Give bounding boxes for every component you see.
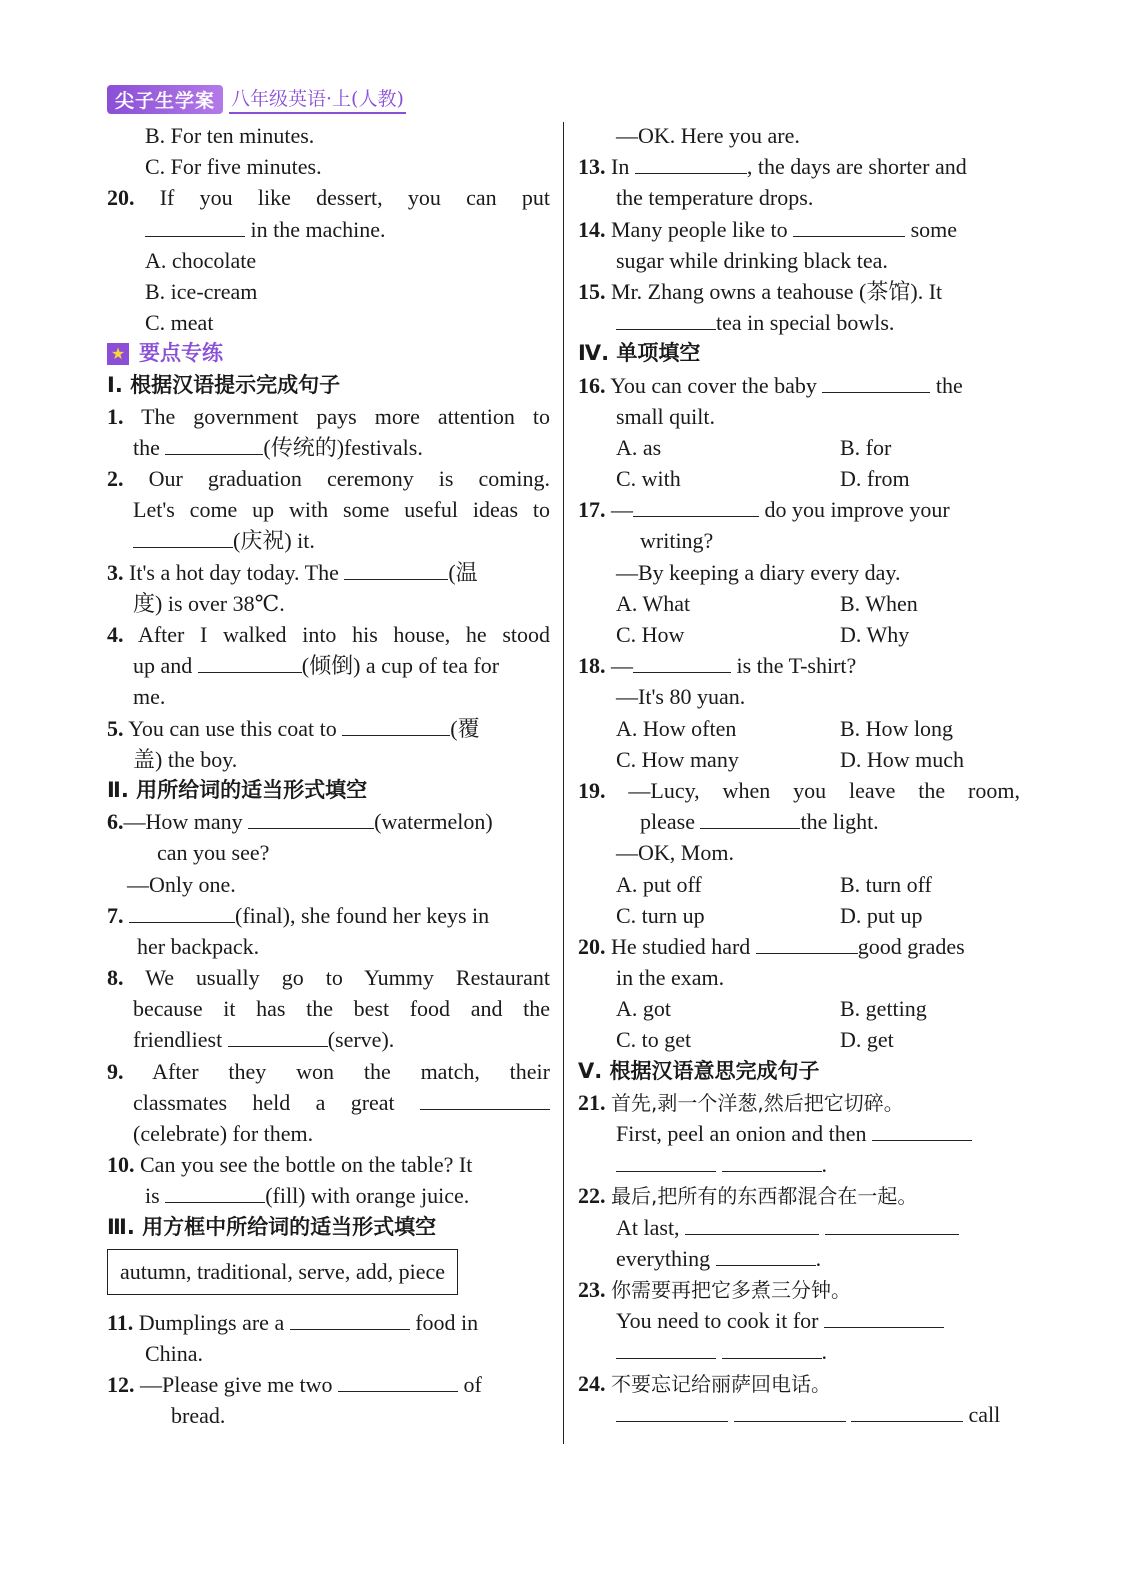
answer-blank[interactable] [793,216,905,237]
question-text: —Please give me two [140,1372,333,1398]
question-3-line [107,557,550,588]
option-row [578,993,1020,1024]
option-c[interactable]: C. turn up [616,902,705,928]
brand-logo: 尖子生学案 [107,85,223,114]
question-text: At last, [616,1214,680,1240]
section-tag [107,338,550,369]
question-10-line [107,1149,550,1180]
question-21-line [578,1087,1020,1118]
question-10-line [107,1180,550,1211]
question-8-line [107,1024,550,1055]
answer-blank[interactable] [228,1026,328,1047]
question-text: because it has the best food and the [133,996,550,1022]
question-22-line [578,1212,1020,1243]
question-5-line [107,713,550,744]
question-text: call [968,1401,1001,1427]
option: B. For ten minutes. [145,123,315,148]
question-1-line [107,401,550,432]
question-number: 13. [578,154,606,180]
question-19-line [578,806,1020,837]
question-4-line [107,650,550,681]
question-12-line: bread. [171,1403,226,1429]
question-text: (watermelon) [374,809,493,835]
answer-blank[interactable] [198,652,302,673]
question-2-line [107,494,550,525]
question-20-line [107,214,550,245]
question-text: (温 [448,559,478,585]
star-icon: ★ [107,343,129,365]
answer-blank[interactable] [722,1338,822,1359]
answer-blank[interactable] [685,1214,819,1235]
option-d[interactable]: D. How much [840,746,965,772]
question-number: 16. [578,372,606,398]
question-text: —Lucy, when you leave the room, [628,777,1020,803]
question-text: in the machine. [250,216,386,242]
question-text: up and [133,653,193,679]
answer-blank[interactable] [722,1151,822,1172]
question-8-line [107,962,550,993]
option-row [578,588,1020,619]
question-9-line [107,1087,550,1118]
question-number: 22. [578,1183,606,1209]
question-number: 4. [107,622,124,647]
question-text: 首先,剥一个洋葱,然后把它切碎。 [611,1090,904,1115]
answer-blank[interactable] [825,1214,959,1235]
question-2-line [107,525,550,556]
question-text: Mr. Zhang owns a teahouse (茶馆). It [611,278,943,304]
question-16-line: small quilt. [616,403,715,429]
question-text: In [611,154,630,180]
question-number: 15. [578,278,606,304]
question-number: 19. [578,777,606,803]
answer-blank[interactable] [635,153,747,174]
question-text: the [935,372,963,398]
question-18-line: —It's 80 yuan. [616,684,746,710]
question-text: You can cover the baby [610,372,817,398]
question-18-line [578,650,1020,681]
question-text: please [640,809,695,835]
question-text: do you improve your [764,497,950,523]
question-text: is the T-shirt? [736,653,857,679]
question-22-line [578,1180,1020,1211]
option-b[interactable]: B. When [840,590,918,616]
question-text: Many people like to [611,216,788,242]
question-number: 20. [107,185,135,211]
question-text: 最后,把所有的东西都混合在一起。 [611,1184,918,1209]
answer-blank[interactable] [290,1309,410,1330]
question-13-line: the temperature drops. [616,185,814,211]
answer-blank[interactable] [133,527,233,548]
question-text: Dumplings are a [138,1309,285,1335]
question-text: You can use this coat to [128,715,337,741]
question-text: (final), she found her keys in [235,902,490,928]
page-header [107,84,406,114]
question-text: You need to cook it for [616,1308,819,1334]
dash: — [611,497,633,523]
option-a[interactable]: A. What [616,590,691,616]
answer-blank[interactable] [700,808,800,829]
question-text: of [463,1372,482,1398]
section-heading: Ⅲ. 用方框中所给词的适当形式填空 [107,1214,437,1239]
answer-blank[interactable] [129,902,235,923]
question-number: 8. [107,965,124,991]
question-text: classmates held a great [133,1089,395,1115]
answer-blank[interactable] [420,1089,550,1110]
question-15-line [578,276,1020,307]
question-number: 21. [578,1089,606,1115]
option-row [578,869,1020,900]
answer-blank[interactable] [756,933,858,954]
question-text: good grades [857,933,965,959]
option-b[interactable]: B. How long [840,715,954,741]
option-d[interactable]: D. put up [840,902,923,928]
answer-blank[interactable] [824,1307,944,1328]
question-number: 2. [107,466,124,492]
answer-blank[interactable] [338,1371,458,1392]
option-row [578,432,1020,463]
section-heading: Ⅰ. 根据汉语提示完成句子 [107,372,341,397]
question-5-line: 盖) the boy. [133,746,238,772]
question-text: We usually go to Yummy Restaurant [145,965,550,991]
answer-blank[interactable] [165,434,263,455]
question-number: 9. [107,1058,124,1084]
question-text: Let's come up with some useful ideas to [133,497,550,523]
option-c[interactable]: C. How [616,622,685,647]
question-text: the [133,434,160,460]
word-box: autumn, traditional, serve, add, piece [107,1249,458,1295]
answer-blank[interactable] [616,309,716,330]
question-23-line [578,1274,1020,1305]
question-24-line [578,1368,1020,1399]
answer-blank[interactable] [822,372,930,393]
option: C. meat [145,310,214,336]
question-14-line: sugar while drinking black tea. [616,247,888,273]
answer-blank[interactable] [248,808,374,829]
question-21-line [578,1149,1020,1180]
question-2-line [107,463,550,494]
period: . [815,1245,822,1271]
question-number: 7. [107,902,124,928]
question-17-line: —By keeping a diary every day. [616,559,901,585]
question-19-line: —OK, Mom. [616,840,734,866]
option-row [578,619,1020,650]
period: . [821,1152,827,1178]
question-text: Our graduation ceremony is coming. [148,466,550,492]
option-c[interactable]: C. with [616,466,681,492]
left-column [107,120,550,1432]
question-text: After they won the match, their [152,1058,550,1084]
question-20-line [578,931,1020,962]
question-3-line: 度) is over 38℃. [133,590,285,616]
answer-blank[interactable] [633,652,731,673]
option-row [578,713,1020,744]
question-number: 11. [107,1309,134,1335]
question-number: 12. [107,1372,135,1398]
question-text: some [910,216,958,242]
option-d[interactable]: D. from [840,466,910,492]
question-4-line: me. [133,684,166,710]
answer-blank[interactable] [616,1338,716,1359]
question-number: 10. [107,1152,135,1178]
question-text: friendliest [133,1027,223,1053]
answer-blank[interactable] [342,715,450,736]
option-b[interactable]: B. getting [840,996,927,1022]
question-9-line: (celebrate) for them. [133,1121,314,1146]
option-row [578,463,1020,494]
section-heading: Ⅱ. 用所给词的适当形式填空 [107,777,368,802]
answer-blank[interactable] [872,1120,972,1141]
question-text: After I walked into his house, he stood [137,622,550,647]
section-heading: Ⅴ. 根据汉语意思完成句子 [578,1058,820,1083]
option-d[interactable]: D. get [840,1027,894,1053]
question-number: 5. [107,715,124,741]
question-7-line [107,900,550,931]
option: C. For five minutes. [145,154,322,180]
option-row [578,900,1020,931]
question-23-line [578,1336,1020,1367]
question-1-line [107,432,550,463]
answer-blank[interactable] [616,1401,728,1422]
question-12-line [107,1369,550,1400]
question-11-line [107,1307,550,1338]
period: . [821,1339,827,1365]
option-row [578,1024,1020,1055]
question-text: (覆 [450,715,480,741]
question-text: The government pays more attention to [141,403,550,429]
question-number: 6. [107,809,124,835]
option-b[interactable]: B. for [840,434,892,460]
question-22-line [578,1243,1020,1274]
option-b[interactable]: B. turn off [840,871,932,897]
answer-blank[interactable] [734,1401,846,1422]
question-19-line [578,775,1020,806]
answer-blank[interactable] [616,1151,716,1172]
answer-blank[interactable] [344,559,448,580]
question-20-line: in the exam. [616,965,725,991]
question-text: He studied hard [611,933,751,959]
answer-blank[interactable] [716,1245,816,1266]
book-title: 八年级英语·上(人教) [229,84,406,114]
question-text: 不要忘记给丽萨回电话。 [611,1371,831,1396]
option-a[interactable]: A. How often [616,715,737,741]
option-row [578,744,1020,775]
option-c[interactable]: C. to get [616,1027,692,1053]
question-14-line [578,214,1020,245]
option-d[interactable]: D. Why [840,622,910,647]
column-divider [563,122,564,1444]
question-number: 3. [107,559,124,585]
question-text: It's a hot day today. The [129,559,339,585]
question-17-line [578,494,1020,525]
question-number: 18. [578,653,606,679]
question-text: —How many [123,809,243,835]
question-text: tea in special bowls. [716,310,895,336]
question-16-line [578,370,1020,401]
question-6-line: —Only one. [127,871,236,897]
question-21-line [578,1118,1020,1149]
answer-blank[interactable] [145,216,245,237]
question-9-line [107,1056,550,1087]
question-text: everything [616,1245,711,1271]
question-text: is [145,1183,160,1209]
answer-blank[interactable] [165,1182,265,1203]
question-text: (倾倒) a cup of tea for [301,653,500,679]
question-number: 23. [578,1276,606,1302]
question-text: If you like dessert, you can put [159,185,550,211]
section-tag-title: 要点专练 [139,341,223,366]
question-15-line [578,307,1020,338]
question-text: food in [415,1309,479,1335]
option: B. ice-cream [145,278,258,304]
question-number: 14. [578,216,606,242]
option-a[interactable]: A. got [616,996,671,1022]
question-7-line: her backpack. [137,933,260,959]
option-a[interactable]: A. put off [616,871,702,897]
question-13-line [578,151,1020,182]
question-number: 24. [578,1370,606,1396]
question-6-line: can you see? [157,840,270,866]
question-4-line [107,619,550,650]
question-11-line: China. [145,1340,204,1366]
option-c[interactable]: C. How many [616,746,739,772]
question-text: (serve). [327,1027,395,1053]
question-6-line [107,806,550,837]
question-20-line [107,182,550,213]
question-text: (传统的)festivals. [263,434,423,460]
question-text: , the days are shorter and [746,154,967,180]
question-text: 你需要再把它多煮三分钟。 [611,1277,851,1302]
question-number: 1. [107,403,124,429]
option: A. chocolate [145,247,257,273]
question-number: 20. [578,933,606,959]
answer-blank[interactable] [633,496,759,517]
section-heading: Ⅳ. 单项填空 [578,341,701,366]
dash: — [611,653,633,679]
option-a[interactable]: A. as [616,434,662,460]
question-12-line: —OK. Here you are. [616,123,800,148]
question-number: 17. [578,497,606,523]
question-17-line: writing? [640,528,714,554]
question-text: the light. [800,809,879,835]
question-8-line [107,993,550,1024]
question-text: Can you see the bottle on the table? It [140,1152,473,1178]
question-text: First, peel an onion and then [616,1121,867,1146]
question-23-line [578,1305,1020,1336]
question-text: (fill) with orange juice. [265,1183,470,1209]
question-24-line [578,1399,1020,1430]
right-column [578,120,1020,1430]
answer-blank[interactable] [851,1401,963,1422]
question-text: (庆祝) it. [233,528,315,554]
